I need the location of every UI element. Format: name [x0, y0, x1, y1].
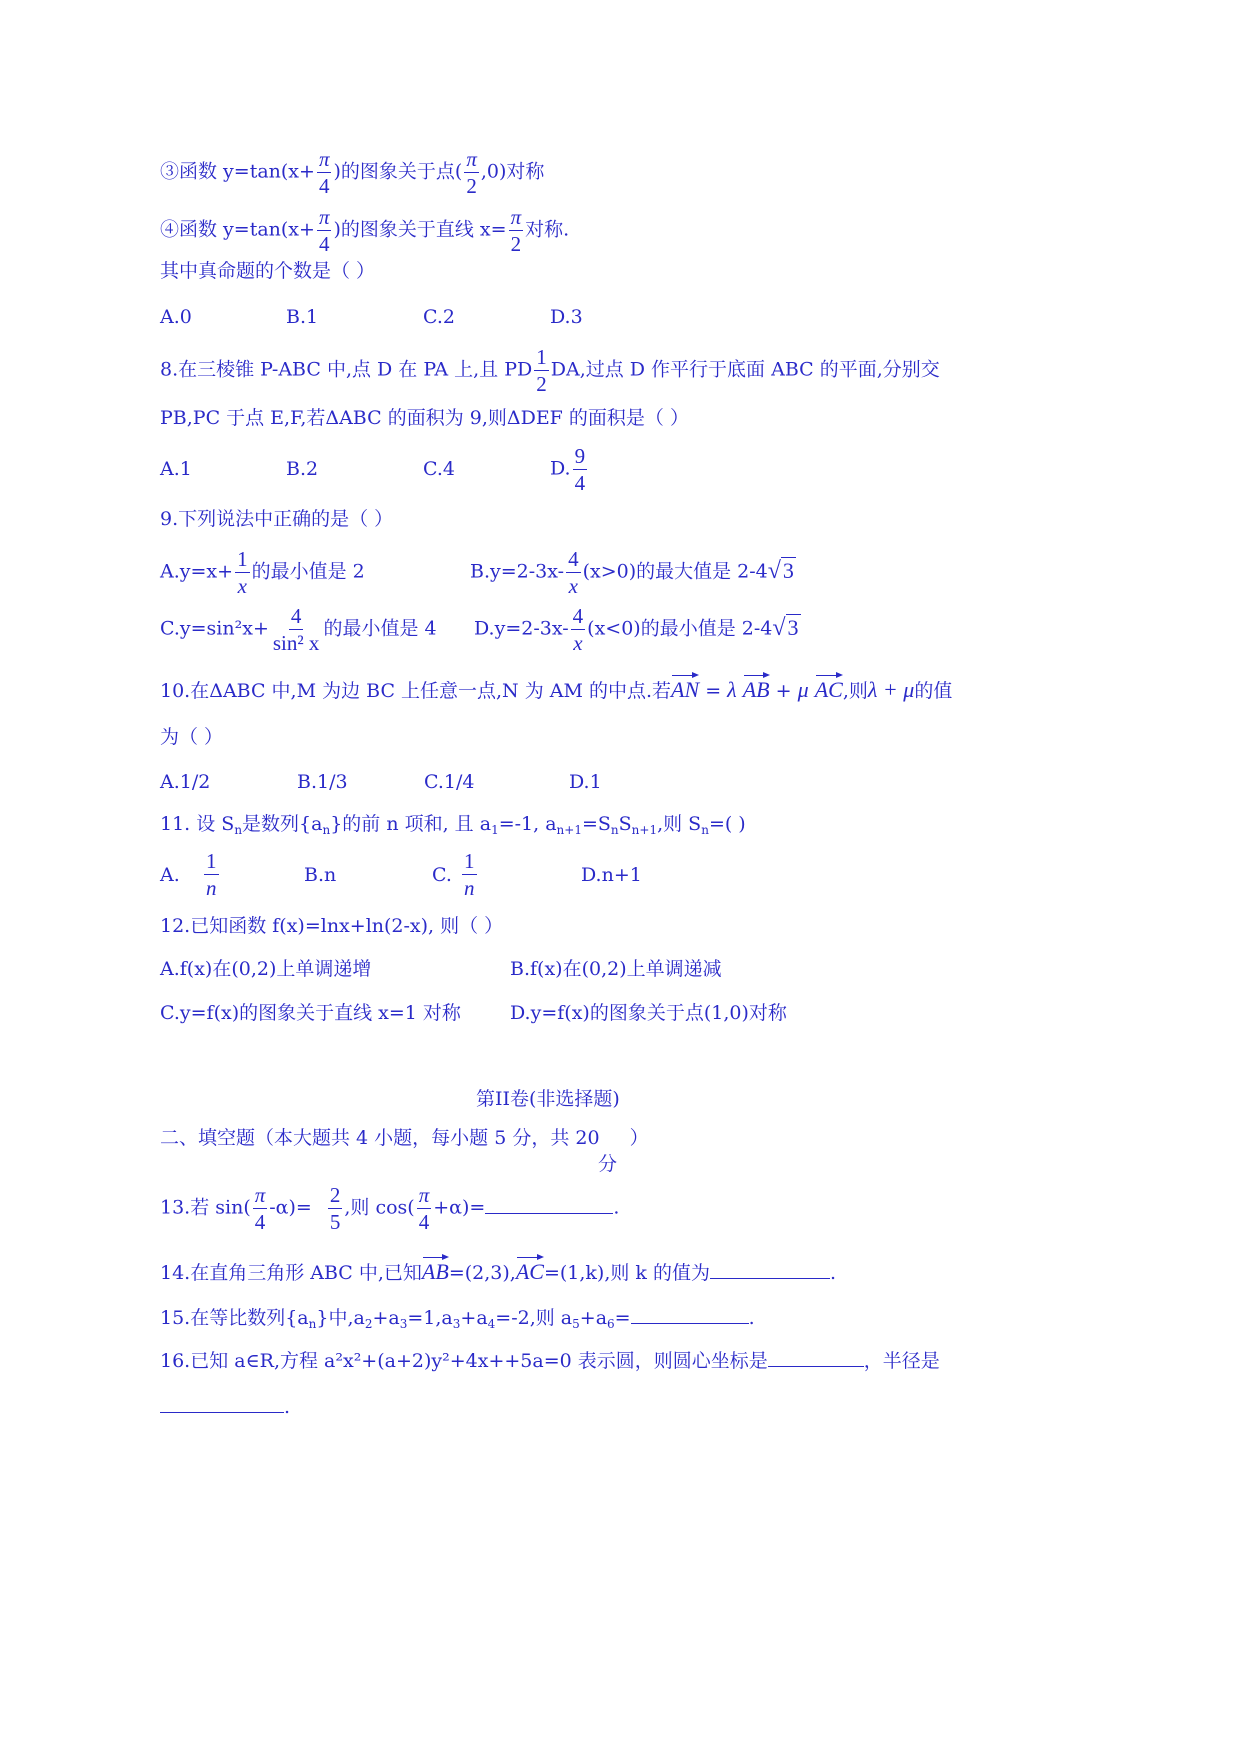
text: +a [579, 1307, 608, 1329]
numerator: π [317, 206, 332, 231]
text: }中,a [316, 1307, 365, 1329]
q8-option-c: C.4 [423, 458, 455, 480]
q10-option-b: B.1/3 [297, 771, 348, 793]
fraction-2-over-5 [328, 1184, 343, 1233]
text: 是数列{a [242, 813, 323, 835]
fraction-9-over-4 [573, 445, 588, 494]
q11-option-a-label: A. [160, 864, 180, 886]
text: 的值 [914, 680, 953, 702]
denominator: 4 [318, 174, 330, 199]
text: =(2,3), [448, 1262, 516, 1284]
text: . [613, 1196, 620, 1219]
text: =-2,则 a [495, 1307, 573, 1329]
denominator: x [237, 574, 247, 599]
denominator: 2 [510, 232, 522, 257]
text: A.y=x+ [160, 560, 234, 583]
q9-option-a [160, 548, 365, 597]
vector-ab: AB [422, 1255, 449, 1283]
subscript: 1 [491, 823, 499, 837]
text: 二、填空题（本大题共 4 小题，每小题 5 分，共 20 [160, 1127, 600, 1149]
subscript: 3 [399, 1317, 408, 1331]
text: . [829, 1262, 837, 1284]
text: -α)= [269, 1196, 312, 1219]
text: =( ) [708, 813, 746, 835]
sqrt-3: √3 [767, 557, 794, 584]
subscript: 3 [452, 1317, 461, 1331]
denominator: 2 [466, 174, 477, 199]
numerator: 1 [462, 850, 477, 875]
text: ,则 S [657, 813, 702, 835]
q9-option-b [470, 548, 796, 597]
q10-line-2: 为（ ） [160, 726, 224, 748]
text: 14.在直角三角形 ABC 中,已知 [160, 1262, 422, 1284]
vector-ac: AC [516, 1255, 544, 1283]
numerator: 9 [573, 445, 588, 470]
q10-line-1 [160, 673, 952, 701]
equals-sign: = [705, 680, 722, 702]
text: . [748, 1307, 755, 1329]
denominator: 4 [418, 1210, 430, 1235]
fraction-4-over-x [571, 605, 586, 654]
text: S [618, 813, 632, 835]
text: 10.在ΔABC 中,M 为边 BC 上任意一点,N 为 AM 的中点.若 [160, 680, 672, 702]
subscript: n+1 [556, 823, 582, 837]
denominator: n [206, 876, 217, 901]
q7-option-d: D.3 [550, 306, 583, 328]
fraction-1-over-n [462, 850, 477, 899]
q11-stem [160, 815, 746, 836]
text: =1,a [407, 1307, 453, 1329]
q12-option-c: C.y=f(x)的图象关于直线 x=1 对称 [160, 1002, 461, 1024]
q16-line-2 [160, 1398, 290, 1417]
q11-option-a-fraction [202, 850, 221, 899]
q12-option-d: D.y=f(x)的图象关于点(1,0)对称 [510, 1002, 787, 1024]
q7-option-b: B.1 [286, 306, 319, 328]
q14 [160, 1255, 836, 1283]
numerator: π [417, 1184, 432, 1209]
numerator: π [253, 1184, 268, 1209]
vector-ac: AC [815, 673, 843, 701]
subscript: 4 [487, 1317, 496, 1331]
numerator: π [464, 148, 479, 173]
fraction-pi-over-2 [464, 148, 479, 197]
q8-line-1 [160, 346, 940, 395]
text: ，半径是 [863, 1350, 940, 1372]
text: 13.若 sin( [160, 1196, 251, 1219]
q11-option-b: B.n [304, 864, 337, 886]
answer-blank[interactable] [710, 1278, 830, 1279]
center-answer-blank[interactable] [768, 1366, 864, 1367]
text: )的图象关于点( [333, 160, 463, 183]
text: =-1, a [498, 813, 557, 835]
numerator: 2 [328, 1184, 343, 1209]
fraction-pi-over-4 [253, 1184, 268, 1233]
numerator: 4 [566, 548, 581, 573]
answer-blank[interactable] [485, 1213, 613, 1214]
fraction-4-over-sin2x [271, 605, 322, 654]
denominator: n [464, 876, 475, 901]
numerator: π [509, 206, 524, 231]
text: ,0)对称 [480, 160, 545, 183]
text: 15.在等比数列{a [160, 1307, 309, 1329]
numerator: 1 [204, 850, 219, 875]
q15 [160, 1309, 755, 1330]
subscript: n [322, 823, 331, 837]
text: +α)= [433, 1196, 486, 1219]
q11-option-c-fraction [460, 850, 479, 899]
subscript: n [701, 823, 709, 837]
q7-stem: 其中真命题的个数是（ ） [160, 260, 376, 282]
q7-option-a: A.0 [160, 306, 192, 328]
text: 的最小值是 2 [251, 560, 365, 583]
text: +a [372, 1307, 400, 1329]
text: 对称. [525, 218, 570, 241]
subscript: n [308, 1317, 317, 1331]
plus-sign: + [775, 680, 792, 702]
denominator: 2 [536, 372, 547, 397]
denominator: 5 [329, 1210, 341, 1235]
q9-stem: 9.下列说法中正确的是（ ） [160, 508, 394, 530]
fraction-1-over-x [235, 548, 250, 597]
radicand: 3 [782, 557, 794, 583]
numerator: π [317, 148, 332, 173]
q7-item-4 [160, 206, 569, 255]
text: )的图象关于直线 x= [333, 218, 507, 241]
mu: μ [797, 677, 809, 702]
numerator: 1 [534, 346, 549, 371]
q12-option-a: A.f(x)在(0,2)上单调递增 [160, 958, 372, 980]
text: (x<0)的最小值是 2-4 [587, 617, 773, 640]
q10-option-a: A.1/2 [160, 771, 211, 793]
option-label: D. [550, 457, 571, 480]
text: = [614, 1307, 631, 1329]
vector-an: AN [671, 673, 699, 701]
q8-option-a: A.1 [160, 458, 192, 480]
subscript: 6 [607, 1317, 615, 1331]
q9-option-d [474, 605, 801, 654]
numerator: 4 [571, 605, 586, 630]
denominator: sin² x [272, 631, 320, 656]
fraction-4-over-x [566, 548, 581, 597]
q12-stem: 12.已知函数 f(x)=lnx+ln(2-x), 则（ ） [160, 915, 504, 937]
q8-option-b: B.2 [286, 458, 319, 480]
text: 的最小值是 4 [323, 617, 437, 640]
answer-blank[interactable] [631, 1323, 749, 1324]
q11-option-c-label: C. [432, 864, 452, 886]
fraction-pi-over-2 [509, 206, 524, 255]
text: ④函数 y=tan(x+ [160, 218, 315, 241]
text: }的前 n 项和, 且 a [330, 813, 492, 835]
fill-in-section-fen: 分 [598, 1153, 618, 1175]
subscript: n+1 [631, 823, 658, 837]
lambda: λ [727, 677, 737, 702]
q8-line-2: PB,PC 于点 E,F,若ΔABC 的面积为 9,则ΔDEF 的面积是（ ） [160, 407, 689, 429]
radicand: 3 [787, 614, 799, 640]
q16-line-1 [160, 1352, 940, 1371]
q7-option-c: C.2 [423, 306, 455, 328]
fraction-pi-over-4 [317, 148, 332, 197]
text: D.y=2-3x- [474, 617, 569, 640]
text: B.y=2-3x- [470, 560, 565, 583]
text: =S [581, 813, 611, 835]
text: 11. 设 S [160, 813, 235, 835]
fill-in-section-heading [160, 1129, 649, 1148]
q8-option-d [550, 445, 589, 494]
fraction-pi-over-4 [317, 206, 332, 255]
text: 8.在三棱锥 P-ABC 中,点 D 在 PA 上,且 PD [160, 358, 533, 381]
fraction-1-over-2 [534, 346, 549, 395]
q10-option-c: C.1/4 [424, 771, 475, 793]
denominator: x [568, 574, 578, 599]
numerator: 1 [235, 548, 250, 573]
numerator: 4 [289, 605, 304, 630]
denominator: 4 [574, 471, 586, 496]
part-ii-title: 第II卷(非选择题) [476, 1088, 620, 1110]
text: ,则 [842, 680, 868, 702]
text: ） [629, 1127, 649, 1149]
fraction-pi-over-4 [417, 1184, 432, 1233]
subscript: n [234, 823, 243, 837]
text: (x>0)的最大值是 2-4 [582, 560, 768, 583]
fraction-1-over-n [204, 850, 219, 899]
text: C.y=sin²x+ [160, 617, 269, 640]
q7-item-3 [160, 148, 544, 197]
text: . [284, 1396, 291, 1418]
subscript: n [610, 823, 619, 837]
q10-option-d: D.1 [569, 771, 602, 793]
text: DA,过点 D 作平行于底面 ABC 的平面,分别交 [550, 358, 940, 381]
text: ③函数 y=tan(x+ [160, 160, 315, 183]
q11-option-d: D.n+1 [581, 864, 642, 886]
vector-ab: AB [743, 673, 770, 701]
q12-option-b: B.f(x)在(0,2)上单调递减 [510, 958, 722, 980]
subscript: 2 [364, 1317, 373, 1331]
denominator: x [573, 631, 583, 656]
sqrt-3: √3 [772, 614, 799, 641]
radius-answer-blank[interactable] [160, 1412, 284, 1413]
text: 16.已知 a∈R,方程 a²x²+(a+2)y²+4x++5a=0 表示圆，则圆心坐标是 [160, 1350, 768, 1372]
lambda-plus-mu: λ + μ [867, 677, 915, 702]
subscript: 5 [572, 1317, 580, 1331]
text: ,则 cos( [344, 1196, 415, 1219]
q9-option-c [160, 605, 437, 654]
text: =(1,k),则 k 的值为 [543, 1262, 710, 1284]
denominator: 4 [318, 232, 330, 257]
q13 [160, 1184, 619, 1233]
denominator: 4 [254, 1210, 266, 1235]
text: +a [460, 1307, 488, 1329]
